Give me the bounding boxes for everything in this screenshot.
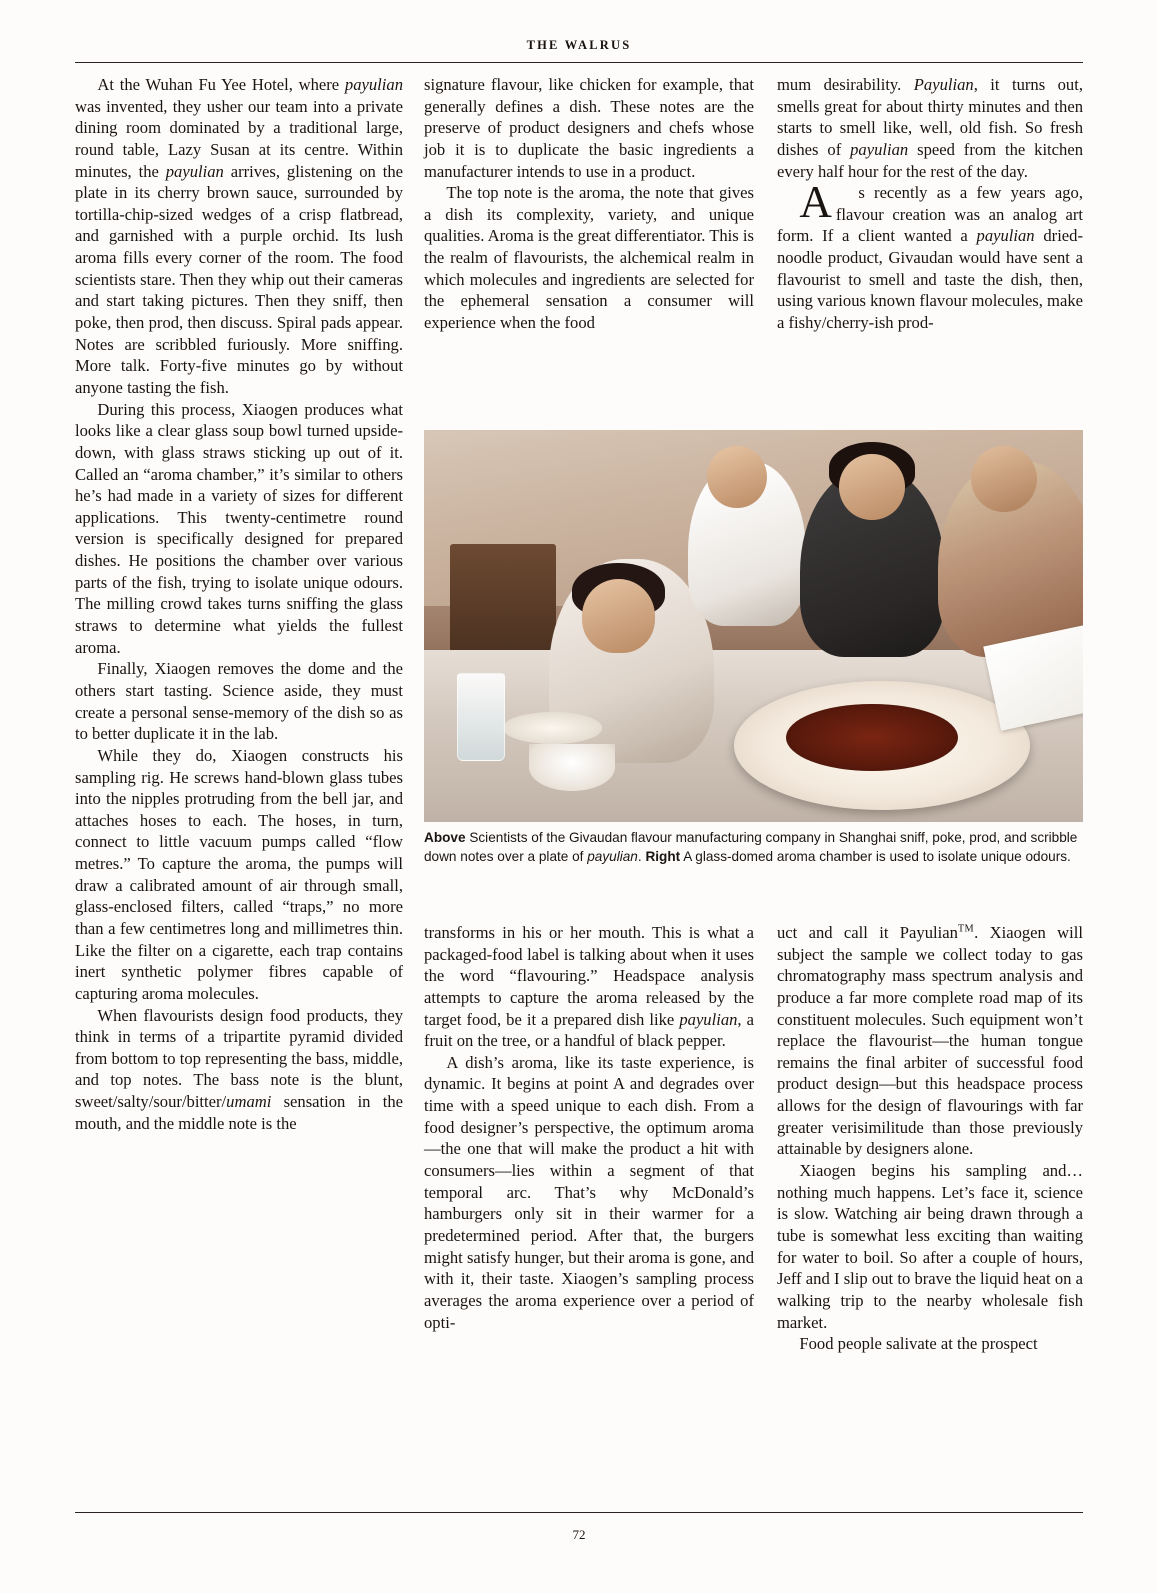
paragraph: transforms in his or her mouth. This is what a packaged-food label is talking about when it uses the word “flavouring.” Headspace analysis attempts to capture the aroma released by the target food, be it a prepared dish like payulian, a fruit on the tree, or a handful of black pepper. [424, 923, 754, 1051]
photo-person-head [971, 446, 1037, 513]
column-right-top [777, 74, 1083, 414]
photo-fish-dish [786, 704, 957, 771]
column-middle-bottom [424, 922, 754, 1492]
paragraph: Finally, Xiaogen removes the dome and the others start tasting. Science aside, they must create a personal sense-memory of the dish so as to better duplicate it in the lab. [75, 659, 403, 744]
photo-chair [450, 544, 555, 662]
photo-glass [457, 673, 505, 761]
drop-cap: A [799, 177, 832, 228]
page-number: 72 [572, 1527, 586, 1542]
column-left [75, 74, 403, 1494]
photo-caption: Above Scientists of the Givaudan flavour manufacturing company in Shanghai sniff, poke, prod, and scribble down notes over a plate of payulian. Right A glass-domed aroma chamber is used to isolate unique odours. [424, 830, 1078, 865]
paragraph: At the Wuhan Fu Yee Hotel, where payulian was invented, they usher our team into a private dining room dominated by a traditional large, round table, Lazy Susan at its centre. Within minutes, the payulian arrives, glistening on the plate in its cherry brown sauce, surrounded by tortilla-chip-sized wedges of a crisp flatbread, and garnished with a purple orchid. Its lush aroma fills every corner of the room. The food scientists stare. Then they whip out their cameras and start taking pictures. Then they sniff, then poke, then prod, then discuss. Spiral pads appear. Notes are scribbled furiously. More sniffing. More talk. Forty-five minutes go by without anyone tasting the fish. [75, 75, 403, 397]
paragraph-text: s recently as a few years ago, flavour creation was an analog art form. If a client wanted a payulian dried-noodle product, Givaudan would have sent a flavourist to smell and taste the dish, then, using various known flavour molecules, make a fishy/cherry-ish prod- [777, 183, 1083, 333]
paragraph: uct and call it Payulian™. Xiaogen will subject the sample we collect today to gas chromatography mass spectrum analysis and produce a far more complete road map of its constituent molecules. Such equipment won’t replace the flavourist—the human tongue remains the final arbiter of successful food product design—but this headspace process allows for the design of flavourings with far greater verisimilitude than those previously attainable by designers alone. [777, 923, 1083, 1159]
paragraph: Food people salivate at the prospect [799, 1334, 1038, 1354]
photo-image [424, 430, 1083, 822]
paragraph: Xiaogen begins his sampling and… nothing much happens. Let’s face it, science is slow. Watching air being drawn through a tube is somewhat less exciting than waiting for water to boil. So after a couple of hours, Jeff and I slip out to brave the liquid heat on a walking trip to the nearby wholesale fish market. [777, 1161, 1083, 1332]
photo-saucer [503, 712, 602, 743]
photo-person-head [839, 454, 905, 521]
paragraph: When flavourists design food products, they think in terms of a tripartite pyramid divided from bottom to top representing the bass, middle, and top notes. The bass note is the blunt, sweet/salty/sour/bitter/umami sensation in the mouth, and the middle note is the [75, 1005, 403, 1133]
running-head: THE WALRUS [526, 38, 632, 52]
photo-person-head [582, 579, 654, 653]
paragraph: The top note is the aroma, the note that gives a dish its complexity, variety, and unique qualities. Aroma is the great differentiator. This is the realm of flavourists, the alchemical realm in which molecules and ingredients are selected for the ephemeral sensation a consumer will experience when the food [424, 183, 754, 333]
paragraph: mum desirability. Payulian, it turns out, smells great for about thirty minutes and then starts to smell like, well, old fish. So fresh dishes of payulian speed from the kitchen every half hour for the rest of the day. [777, 75, 1083, 181]
paragraph: While they do, Xiaogen constructs his sampling rig. He screws hand-blown glass tubes into the nipples protruding from the bell jar, and attaches hoses to each. The hoses, in turn, connect to little vacuum pumps called “flow metres.” To capture the aroma, the pumps will draw a calibrated amount of air through small, glass-enclosed filters, called “traps,” no more than a few centimetres long and millimetres thin. Like the filter on a cigarette, each trap contains inert synthetic polymer fibres capable of capturing aroma molecules. [75, 745, 403, 1003]
column-right-bottom [777, 922, 1083, 1492]
photo-person-head [707, 446, 766, 509]
photo-bowl [529, 744, 615, 791]
paragraph: A dish’s aroma, like its taste experience, is dynamic. It begins at point A and degrades over time with a speed unique to each dish. From a food designer’s perspective, the optimum aroma—the one that will make the product a hit with consumers—lies within a segment of that temporal arc. That’s why McDonald’s hamburgers only sit in their warmer for a predetermined period. After that, the burgers might satisfy hunger, but their aroma is gone, and with it, their taste. Xiaogen’s sampling process averages the aroma experience over a period of opti- [424, 1052, 754, 1332]
paragraph-dropcap [777, 177, 1083, 333]
footer-rule [75, 1512, 1083, 1513]
paragraph: During this process, Xiaogen produces what looks like a clear glass soup bowl turned upside-down, with glass straws sticking up out of it. Called an “aroma chamber,” it’s similar to others he’s had made in a variety of sizes for different applications. This twenty-centimetre round version is specifically designed for prepared dishes. He positions the chamber over various parts of the fish, trying to isolate unique odours. The milling crowd takes turns sniffing the glass straws to determine what yields the fullest aroma. [75, 399, 403, 657]
column-middle-top [424, 74, 754, 414]
paragraph: signature flavour, like chicken for example, that generally defines a dish. These notes are the preserve of product designers and chefs whose job it is to duplicate the basic ingredients a manufacturer intends to use in a product. [424, 75, 754, 181]
article-photo [424, 430, 1083, 822]
header-rule [75, 62, 1083, 63]
